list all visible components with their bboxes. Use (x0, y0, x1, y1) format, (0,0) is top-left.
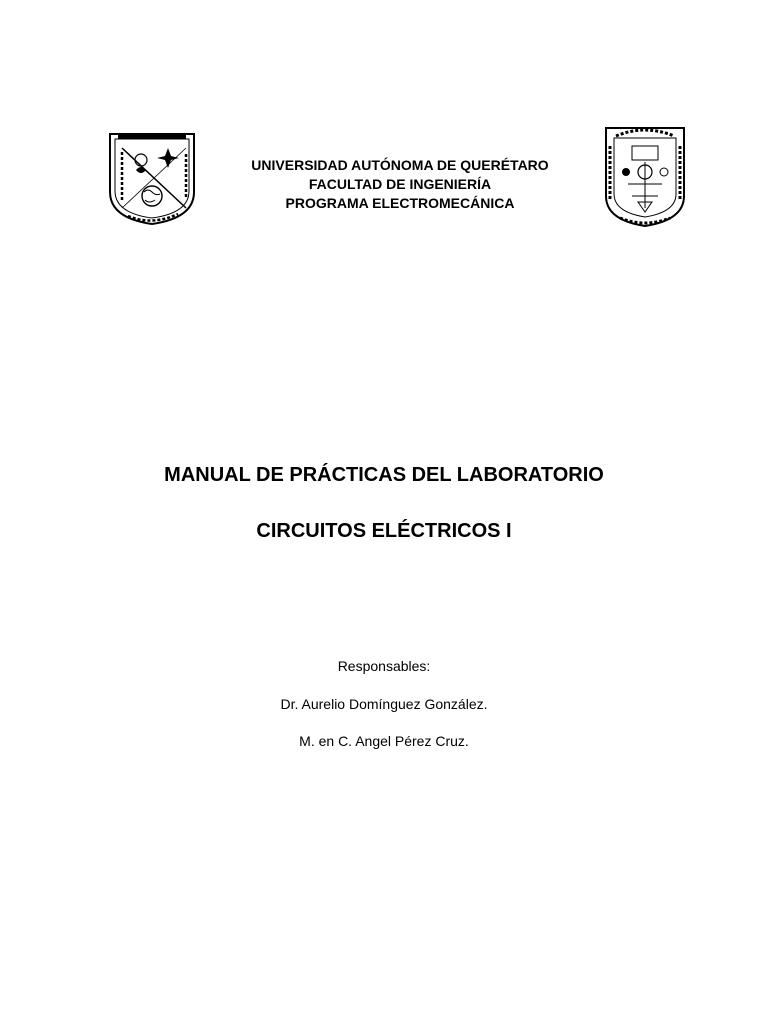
faculty-name: FACULTAD DE INGENIERÍA (308, 176, 492, 192)
university-name: UNIVERSIDAD AUTÓNOMA DE QUERÉTARO (251, 157, 549, 173)
engineering-faculty-seal-icon (604, 126, 686, 228)
responsables-label: Responsables: (337, 658, 431, 674)
document-title: MANUAL DE PRÁCTICAS DEL LABORATORIO (164, 464, 604, 486)
university-seal-icon (108, 130, 196, 226)
program-name: PROGRAMA ELECTROMECÁNICA (285, 195, 515, 211)
institution-header (200, 156, 600, 213)
responsible-person: Dr. Aurelio Domínguez González. (280, 696, 488, 712)
responsible-person: M. en C. Angel Pérez Cruz. (299, 733, 469, 749)
document-subtitle: CIRCUITOS ELÉCTRICOS I (256, 520, 512, 542)
